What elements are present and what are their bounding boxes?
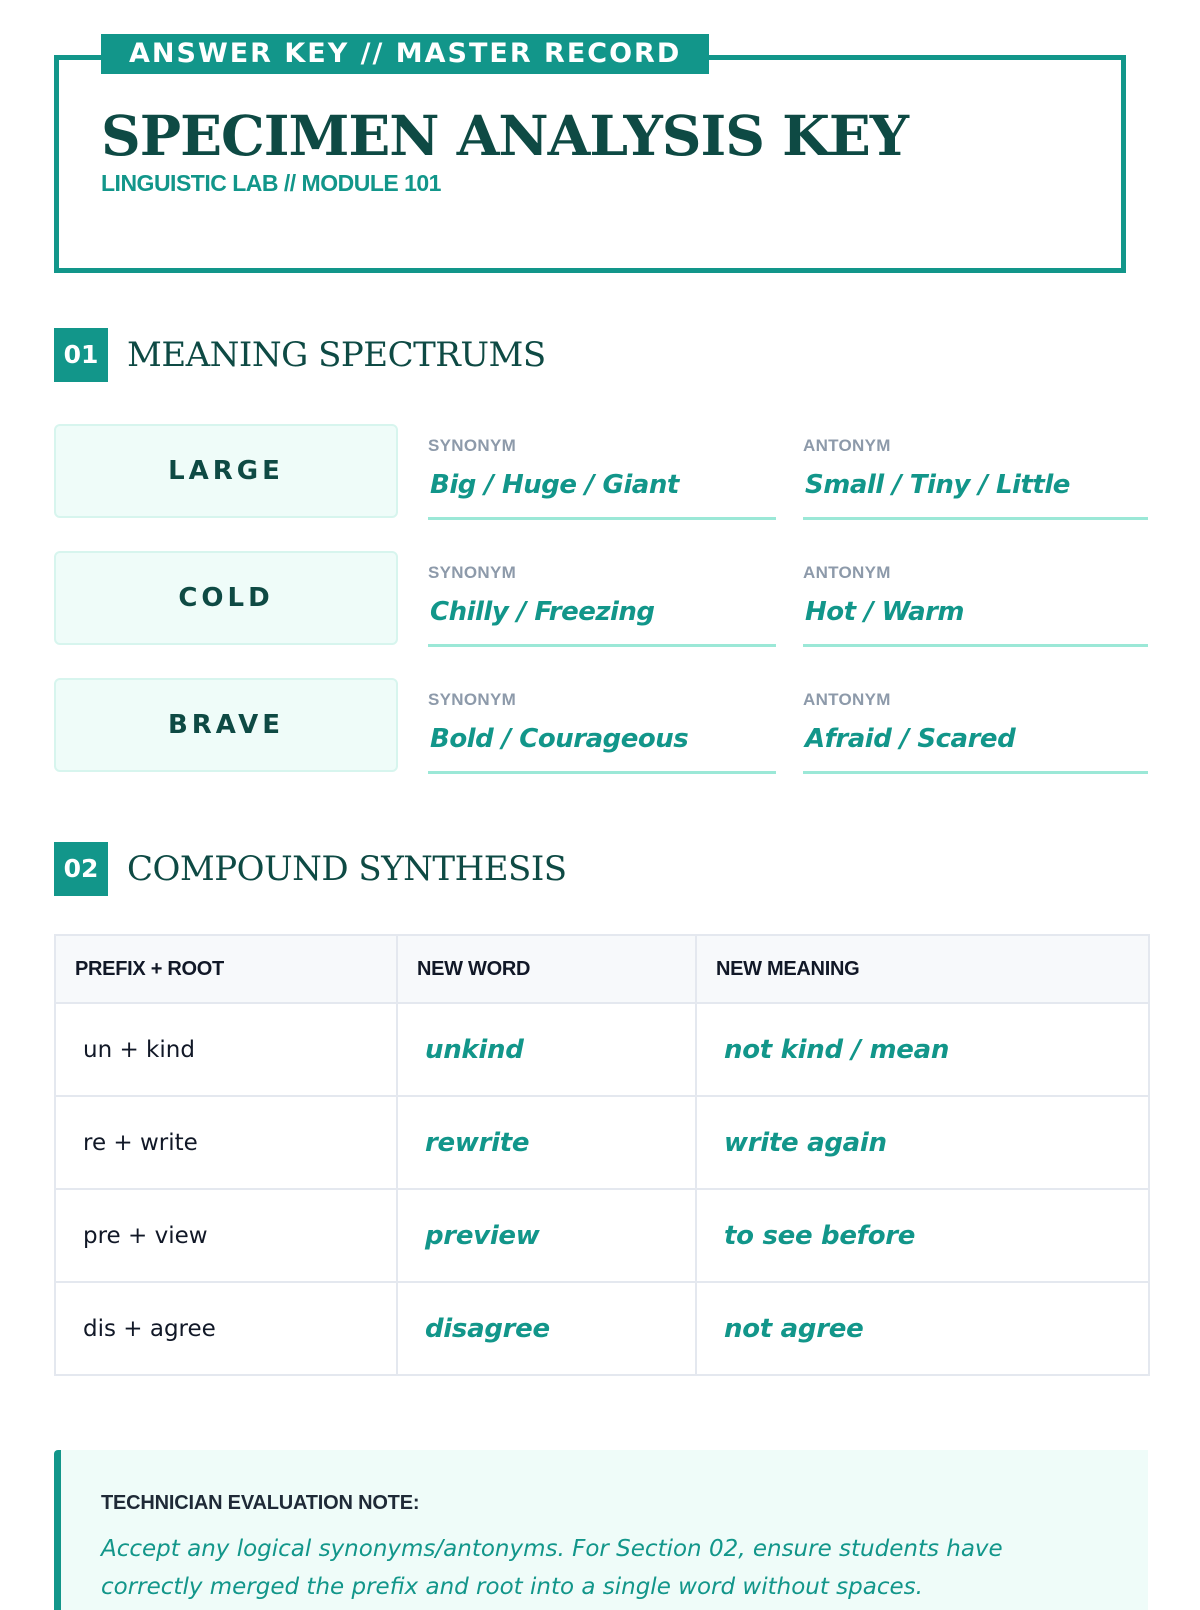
table-row bbox=[55, 1096, 1149, 1189]
page-subtitle: LINGUISTIC LAB // MODULE 101 bbox=[101, 170, 441, 196]
synonym-value: Chilly / Freezing bbox=[430, 597, 655, 627]
spectrum-word-card: BRAVE bbox=[54, 678, 398, 772]
prefix-root-cell: dis + agree bbox=[55, 1282, 397, 1375]
prefix-root-cell: un + kind bbox=[55, 1003, 397, 1096]
column-header-new-meaning: NEW MEANING bbox=[696, 935, 1149, 1003]
page-title: SPECIMEN ANALYSIS KEY bbox=[101, 103, 909, 168]
synonym-label: SYNONYM bbox=[428, 436, 517, 455]
antonym-value: Small / Tiny / Little bbox=[805, 470, 1070, 500]
antonym-answer bbox=[803, 424, 1148, 520]
new-word-cell: unkind bbox=[397, 1003, 696, 1096]
synonym-value: Bold / Courageous bbox=[430, 724, 689, 754]
spectrum-word-card: LARGE bbox=[54, 424, 398, 518]
antonym-label: ANTONYM bbox=[803, 436, 891, 455]
synonym-value: Big / Huge / Giant bbox=[430, 470, 679, 500]
section-title-meaning-spectrums: MEANING SPECTRUMS bbox=[127, 335, 546, 375]
antonym-value: Afraid / Scared bbox=[805, 724, 1016, 754]
synonym-label: SYNONYM bbox=[428, 563, 517, 582]
antonym-answer bbox=[803, 678, 1148, 774]
antonym-label: ANTONYM bbox=[803, 690, 891, 709]
prefix-root-cell: re + write bbox=[55, 1096, 397, 1189]
note-body: Accept any logical synonyms/antonyms. For Section 02, ensure students have correctly merged the prefix and root into a single word without spaces. bbox=[101, 1536, 1003, 1600]
new-word-cell: preview bbox=[397, 1189, 696, 1282]
new-meaning-cell: write again bbox=[696, 1096, 1149, 1189]
new-meaning-cell: not agree bbox=[696, 1282, 1149, 1375]
antonym-answer bbox=[803, 551, 1148, 647]
column-header-new-word: NEW WORD bbox=[397, 935, 696, 1003]
note-title: TECHNICIAN EVALUATION NOTE: bbox=[101, 1492, 420, 1514]
spectrum-word-card: COLD bbox=[54, 551, 398, 645]
header-tab-label: ANSWER KEY // MASTER RECORD bbox=[101, 34, 709, 74]
synonym-answer bbox=[428, 551, 776, 647]
technician-note bbox=[54, 1450, 1148, 1610]
table-row bbox=[55, 1003, 1149, 1096]
section-number-01: 01 bbox=[54, 328, 108, 382]
antonym-value: Hot / Warm bbox=[805, 597, 965, 627]
antonym-label: ANTONYM bbox=[803, 563, 891, 582]
new-meaning-cell: not kind / mean bbox=[696, 1003, 1149, 1096]
new-word-cell: rewrite bbox=[397, 1096, 696, 1189]
synonym-label: SYNONYM bbox=[428, 690, 517, 709]
new-word-cell: disagree bbox=[397, 1282, 696, 1375]
table-row bbox=[55, 1189, 1149, 1282]
new-meaning-cell: to see before bbox=[696, 1189, 1149, 1282]
section-title-compound-synthesis: COMPOUND SYNTHESIS bbox=[127, 849, 567, 889]
section-number-02: 02 bbox=[54, 842, 108, 896]
prefix-root-cell: pre + view bbox=[55, 1189, 397, 1282]
synonym-answer bbox=[428, 424, 776, 520]
table-row bbox=[55, 1282, 1149, 1375]
column-header-prefix-root: PREFIX + ROOT bbox=[55, 935, 397, 1003]
synonym-answer bbox=[428, 678, 776, 774]
table-header-row bbox=[55, 935, 1149, 1003]
compound-table bbox=[54, 934, 1150, 1376]
